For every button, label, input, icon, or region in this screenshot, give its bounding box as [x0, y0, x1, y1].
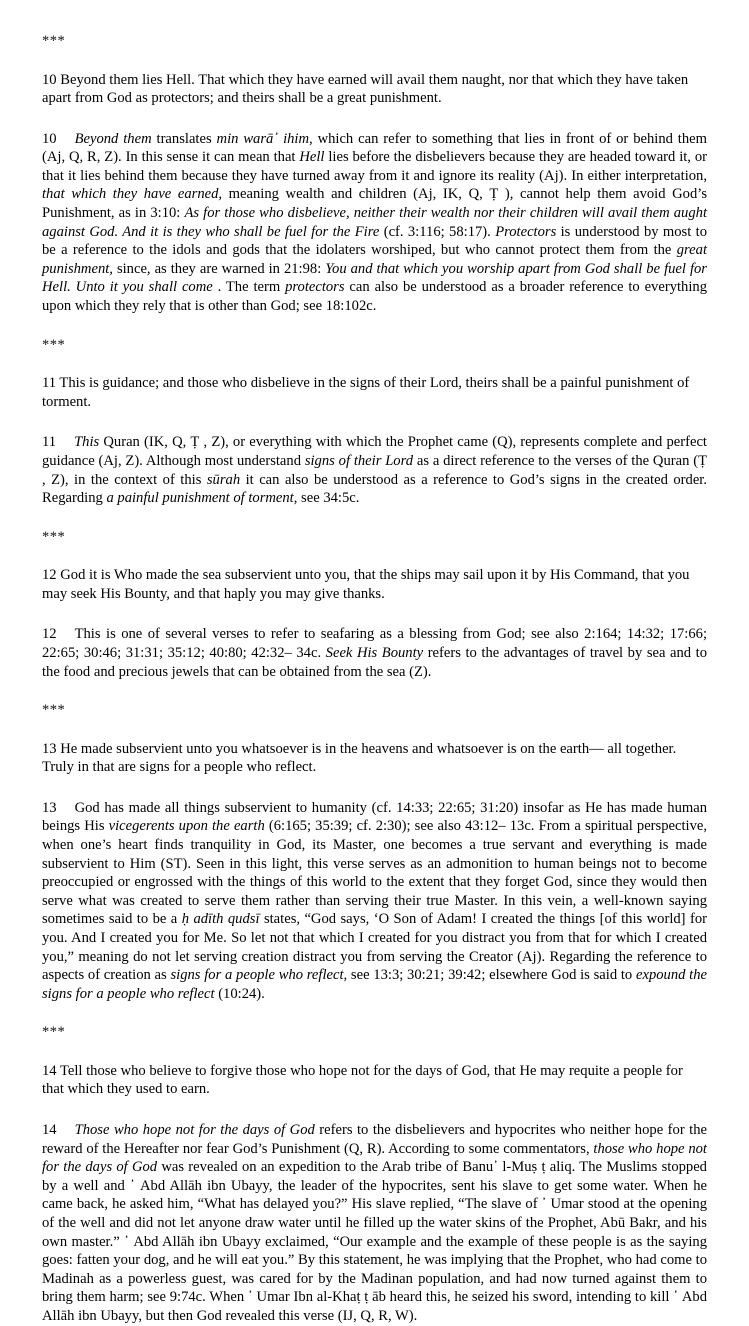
verse-text-14: 14 Tell those who believe to forgive those who hope not for the days of God, that He may requite a people for that which they used to earn. [42, 1062, 683, 1098]
verse-text-13: 13 He made subservient unto you whatsoever is in the heavens and whatsoever is on the earth— all together. Truly in that are signs for a people who reflect. [42, 740, 677, 776]
commentary-paragraph-12 [42, 625, 707, 681]
commentary-verse-number-13: 13 [42, 799, 57, 816]
section-separator: *** [42, 702, 66, 719]
verse-text-10: 10 Beyond them lies Hell. That which they have earned will avail them naught, nor that which they have taken apart from God as protectors; and theirs shall be a great punishment. [42, 71, 689, 107]
verse-text-12: 12 God it is Who made the sea subservient unto you, that the ships may sail upon it by His Command, that you may seek His Bounty, and that haply you may give thanks. [42, 567, 690, 602]
commentary-body-12: This is one of several verses to refer to seafaring as a blessing from God; see also 2:164; 14:32; 17:66; 22:65; 30:46; 31:31; 35:12; 40:80; 42:32– 34c. Seek His Bounty refers to the advantages of travel by sea and to the food and precious jewels that can be obtained from the sea (Z). [42, 626, 707, 680]
commentary-body-13: God has made all things subservient to humanity (cf. 14:33; 22:65; 31:20) insofar as He has made human beings His vicegerents upon the earth (6:165; 35:39; cf. 2:30); see also 43:12– 13c. From a spiritual perspective, when one’s heart finds tranquility in God, its Master, one becomes a true servant and everything is made subservient to Him (ST). Seen in this light, this verse serves as an admonition to human beings not to become preoccupied or engrossed with the things of this world to the extent that they forget God, since they would then serve what was created to serve them rather than serving their true Master. In this vein, a well-known saying sometimes said to be a ḥ adīth qudsī states, “God says, ‘O Son of Adam! I created the things [of this world] for you. And I created you for Me. So let not that which I created for you distract you from that for which I created you,” meaning do not let serving creation distract you from serving the Creator (Aj). Regarding the reference to aspects of creation as signs for a people who reflect, see 13:3; 30:21; 39:42; elsewhere God is said to expound the signs for a people who reflect (10:24). [42, 799, 708, 1002]
commentary-block-12 [42, 530, 707, 681]
commentary-body-10: Beyond them translates min warā᾿ ihim, which can refer to something that lies in front of or behind them (Aj, Q, R, Z). In this sense it can mean that Hell lies before the disbelievers because they are headed toward it, or that it lies behind them because they have turned away from it and ignore its reality (Aj). In either interpretation, that which they have earned, meaning wealth and children (Aj, IK, Q, Ṭ ), cannot help them avoid God’s Punishment, as in 3:10: As for those who disbelieve, neither their wealth nor their children will avail them aught against God. And it is they who shall be fuel for the Fire (cf. 3:116; 58:17). Protectors is understood by most to be a reference to the idols and gods that the idolaters worshiped, but who cannot protect them from the great punishment, since, as they are warned in 21:98: You and that which you worship apart from God shall be fuel for Hell. Unto it you shall come . The term protectors can also be understood as a broader reference to everything upon which they rely that is other than God; see 18:102c. [42, 130, 708, 315]
commentary-block-11 [42, 338, 707, 508]
commentary-verse-number-11: 11 [42, 434, 57, 451]
commentary-verse-number-14: 14 [42, 1122, 57, 1139]
commentary-block-13 [42, 703, 707, 1003]
section-separator: *** [42, 1024, 66, 1041]
section-separator: *** [42, 336, 66, 353]
commentary-verse-number-12: 12 [42, 626, 57, 643]
commentary-paragraph-14 [42, 1121, 707, 1326]
commentary-body-14: Those who hope not for the days of God refers to the disbelievers and hypocrites who neither hope for the reward of the Hereafter nor fear God’s Punishment (Q, R). According to some commentators, those who hope not for the days of God was revealed on an expedition to the Arab tribe of Banu᾿ l-Muṣ ṭ aliq. The Muslims stopped by a well and ᾿ Abd Allāh ibn Ubayy, the leader of the hypocrites, sent his slave to get some water. When he came back, he asked him, “What has delayed you?” His slave replied, “The slave of ᾿ Umar stood at the opening of the well and did not let anyone draw water until he filled up the water skins of the Prophet, Abū Bakr, and his own master.” ᾿ Abd Allāh ibn Ubayy exclaimed, “Our example and the example of these people is as the saying goes: fatten your dog, and he will eat you.” By this statement, he was implying that the Prophet, who had come to Madinah as a powerless guest, was cared for by the Madinan population, and had now turned against them to bring them harm; see 9:74c. When ᾿ Umar Ibn al-Khaṭ ṭ āb heard this, he seized his sword, intending to kill ᾿ Abd Allāh ibn Ubayy, but then God revealed this verse (IJ, Q, R, W). [42, 1122, 707, 1324]
commentary-verse-number-10: 10 [42, 130, 57, 147]
commentary-paragraph-11 [42, 433, 707, 507]
section-separator: *** [42, 528, 66, 545]
text-column [42, 34, 707, 1326]
commentary-block-10 [42, 34, 707, 316]
commentary-paragraph-10 [42, 130, 707, 316]
commentary-paragraph-13 [42, 799, 707, 1004]
commentary-body-11: This Quran (IK, Q, Ṭ , Z), or everything with which the Prophet came (Q), represents complete and perfect guidance (Aj, Z). Although most understand signs of their Lord as a direct reference to the verses of the Quran (Ṭ , Z), in the context of this sūrah it can also be understood as a reference to God’s signs in the created order. Regarding a painful punishment of torment, see 34:5c. [42, 434, 707, 507]
commentary-block-14 [42, 1025, 707, 1325]
section-separator: *** [42, 33, 66, 49]
verse-text-11: 11 This is guidance; and those who disbelieve in the signs of their Lord, theirs shall be a painful punishment of torment. [42, 375, 690, 410]
